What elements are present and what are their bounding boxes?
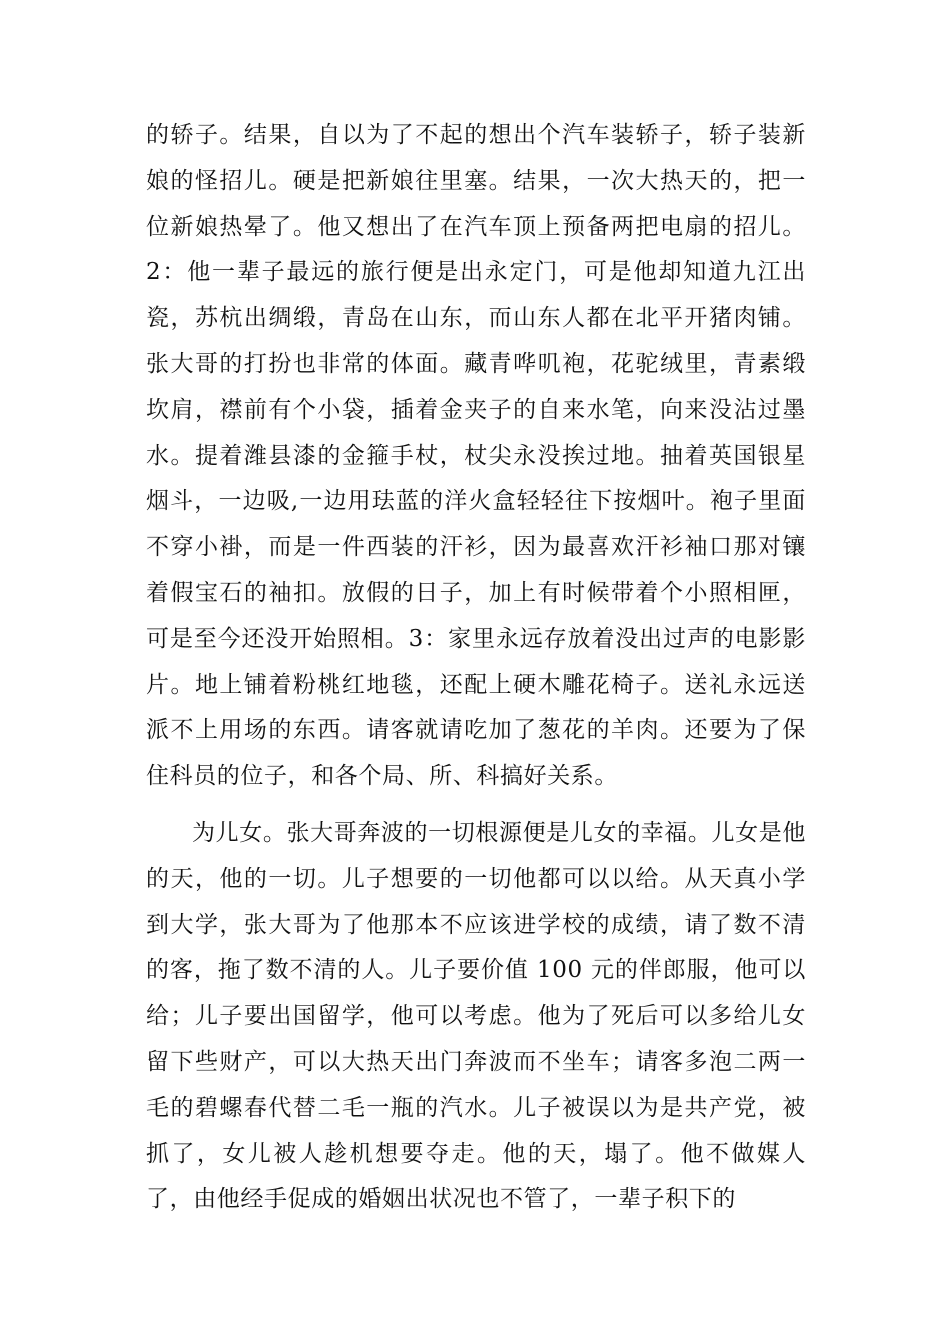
body-paragraph-1: 的轿子。结果，自以为了不起的想出个汽车装轿子，轿子装新娘的怪招儿。硬是把新娘往里塞。结果，一次大热天的，把一位新娘热晕了。他又想出了在汽车顶上预备两把电扇的招儿。2：他一辈子最远的旅行便是出永定门，可是他却知道九江出瓷，苏杭出绸缎，青岛在山东，而山东人都在北平开猪肉铺。张大哥的打扮也非常的体面。藏青哗叽袍，花驼绒里，青素缎坎肩，襟前有个小袋，插着金夹子的自来水笔，向来没沾过墨水。提着潍县漆的金箍手杖，杖尖永没挨过地。抽着英国银星烟斗，一边吸,一边用珐蓝的洋火盒轻轻往下按烟叶。袍子里面不穿小褂，而是一件西装的汗衫，因为最喜欢汗衫袖口那对镶着假宝石的袖扣。放假的日子，加上有时候带着个小照相匣，可是至今还没开始照相。3：家里永远存放着没出过声的电影影片。地上铺着粉桃红地毯，还配上硬木雕花椅子。送礼永远送派不上用场的东西。请客就请吃加了葱花的羊肉。还要为了保住科员的位子，和各个局、所、科搞好关系。	[146, 122, 806, 790]
body-paragraph-2: 为儿女。张大哥奔波的一切根源便是儿女的幸福。儿女是他的天，他的一切。儿子想要的一切他都可以以给。从天真小学到大学，张大哥为了他那本不应该进学校的成绩，请了数不清的客，拖了数不清的人。儿子要价值 100 元的伴郎服，他可以给；儿子要出国留学，他可以考虑。他为了死后可以多给儿女留下些财产，可以大热天出门奔波而不坐车；请客多泡二两一毛的碧螺春代替二毛一瓶的汽水。儿子被误以为是共产党，被抓了，女儿被人趁机想要夺走。他的天，塌了。他不做媒人了，由他经手促成的婚姻出状况也不管了，一辈子积下的	[146, 820, 806, 1213]
